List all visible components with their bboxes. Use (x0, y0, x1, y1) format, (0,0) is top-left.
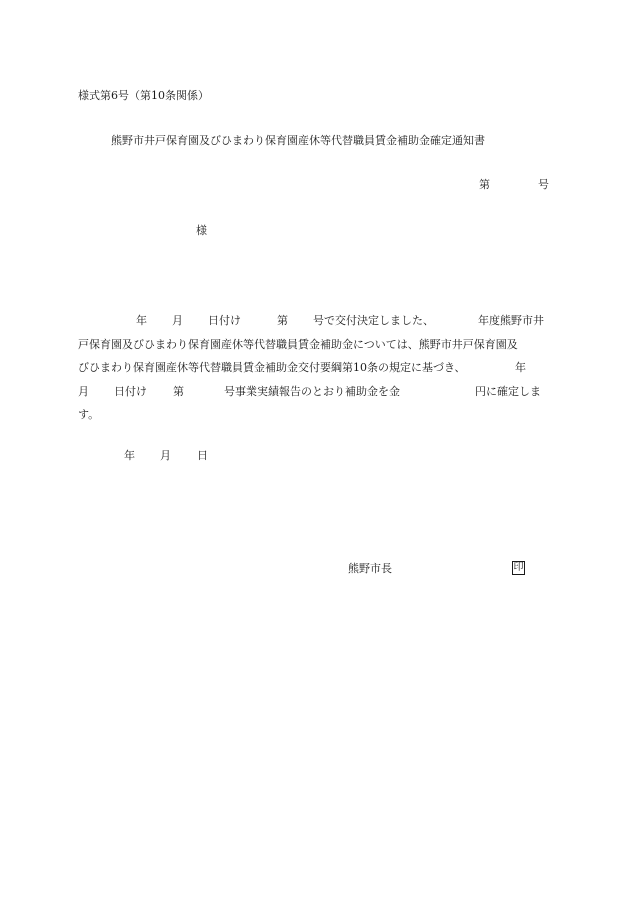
body-line-5: す。 (78, 408, 100, 421)
signer-title: 熊野市長 (348, 562, 392, 575)
body-line-3-text: びひまわり保育園産休等代替職員賃金補助金交付要綱第10条の規定に基づき、 (78, 361, 466, 374)
body-line-4-amount-tail: 円に確定しま (475, 385, 541, 398)
date-year-label: 年 (124, 449, 135, 462)
body-line-4-dai: 第 (173, 385, 184, 398)
body-month-label: 月 (172, 314, 183, 327)
issue-number-dai: 第 (479, 178, 490, 191)
date-month-label: 月 (160, 449, 171, 462)
body-year-label: 年 (136, 314, 147, 327)
body-line-4-text: 号事業実績報告のとおり補助金を金 (224, 385, 400, 398)
form-number: 様式第6号（第10条関係） (78, 89, 209, 102)
document-title: 熊野市井戸保育園及びひまわり保育園産休等代替職員賃金補助金確定通知書 (111, 134, 485, 147)
date-day-label: 日 (197, 449, 208, 462)
body-line-3-year: 年 (515, 361, 526, 374)
body-line-4-month: 月 (78, 385, 89, 398)
recipient-suffix: 様 (196, 224, 207, 237)
body-line-2: 戸保育園及びひまわり保育園産休等代替職員賃金補助金については、熊野市井戸保育園及 (78, 338, 518, 351)
body-fiscal-year-text: 年度熊野市井 (478, 314, 544, 327)
body-dai-label: 第 (277, 314, 288, 327)
body-day-label: 日付け (208, 314, 241, 327)
body-decision-text: 号で交付決定しました、 (313, 314, 434, 327)
seal-stamp: 印 (513, 562, 524, 573)
issue-number-go: 号 (538, 178, 549, 191)
body-line-4-day: 日付け (114, 385, 147, 398)
